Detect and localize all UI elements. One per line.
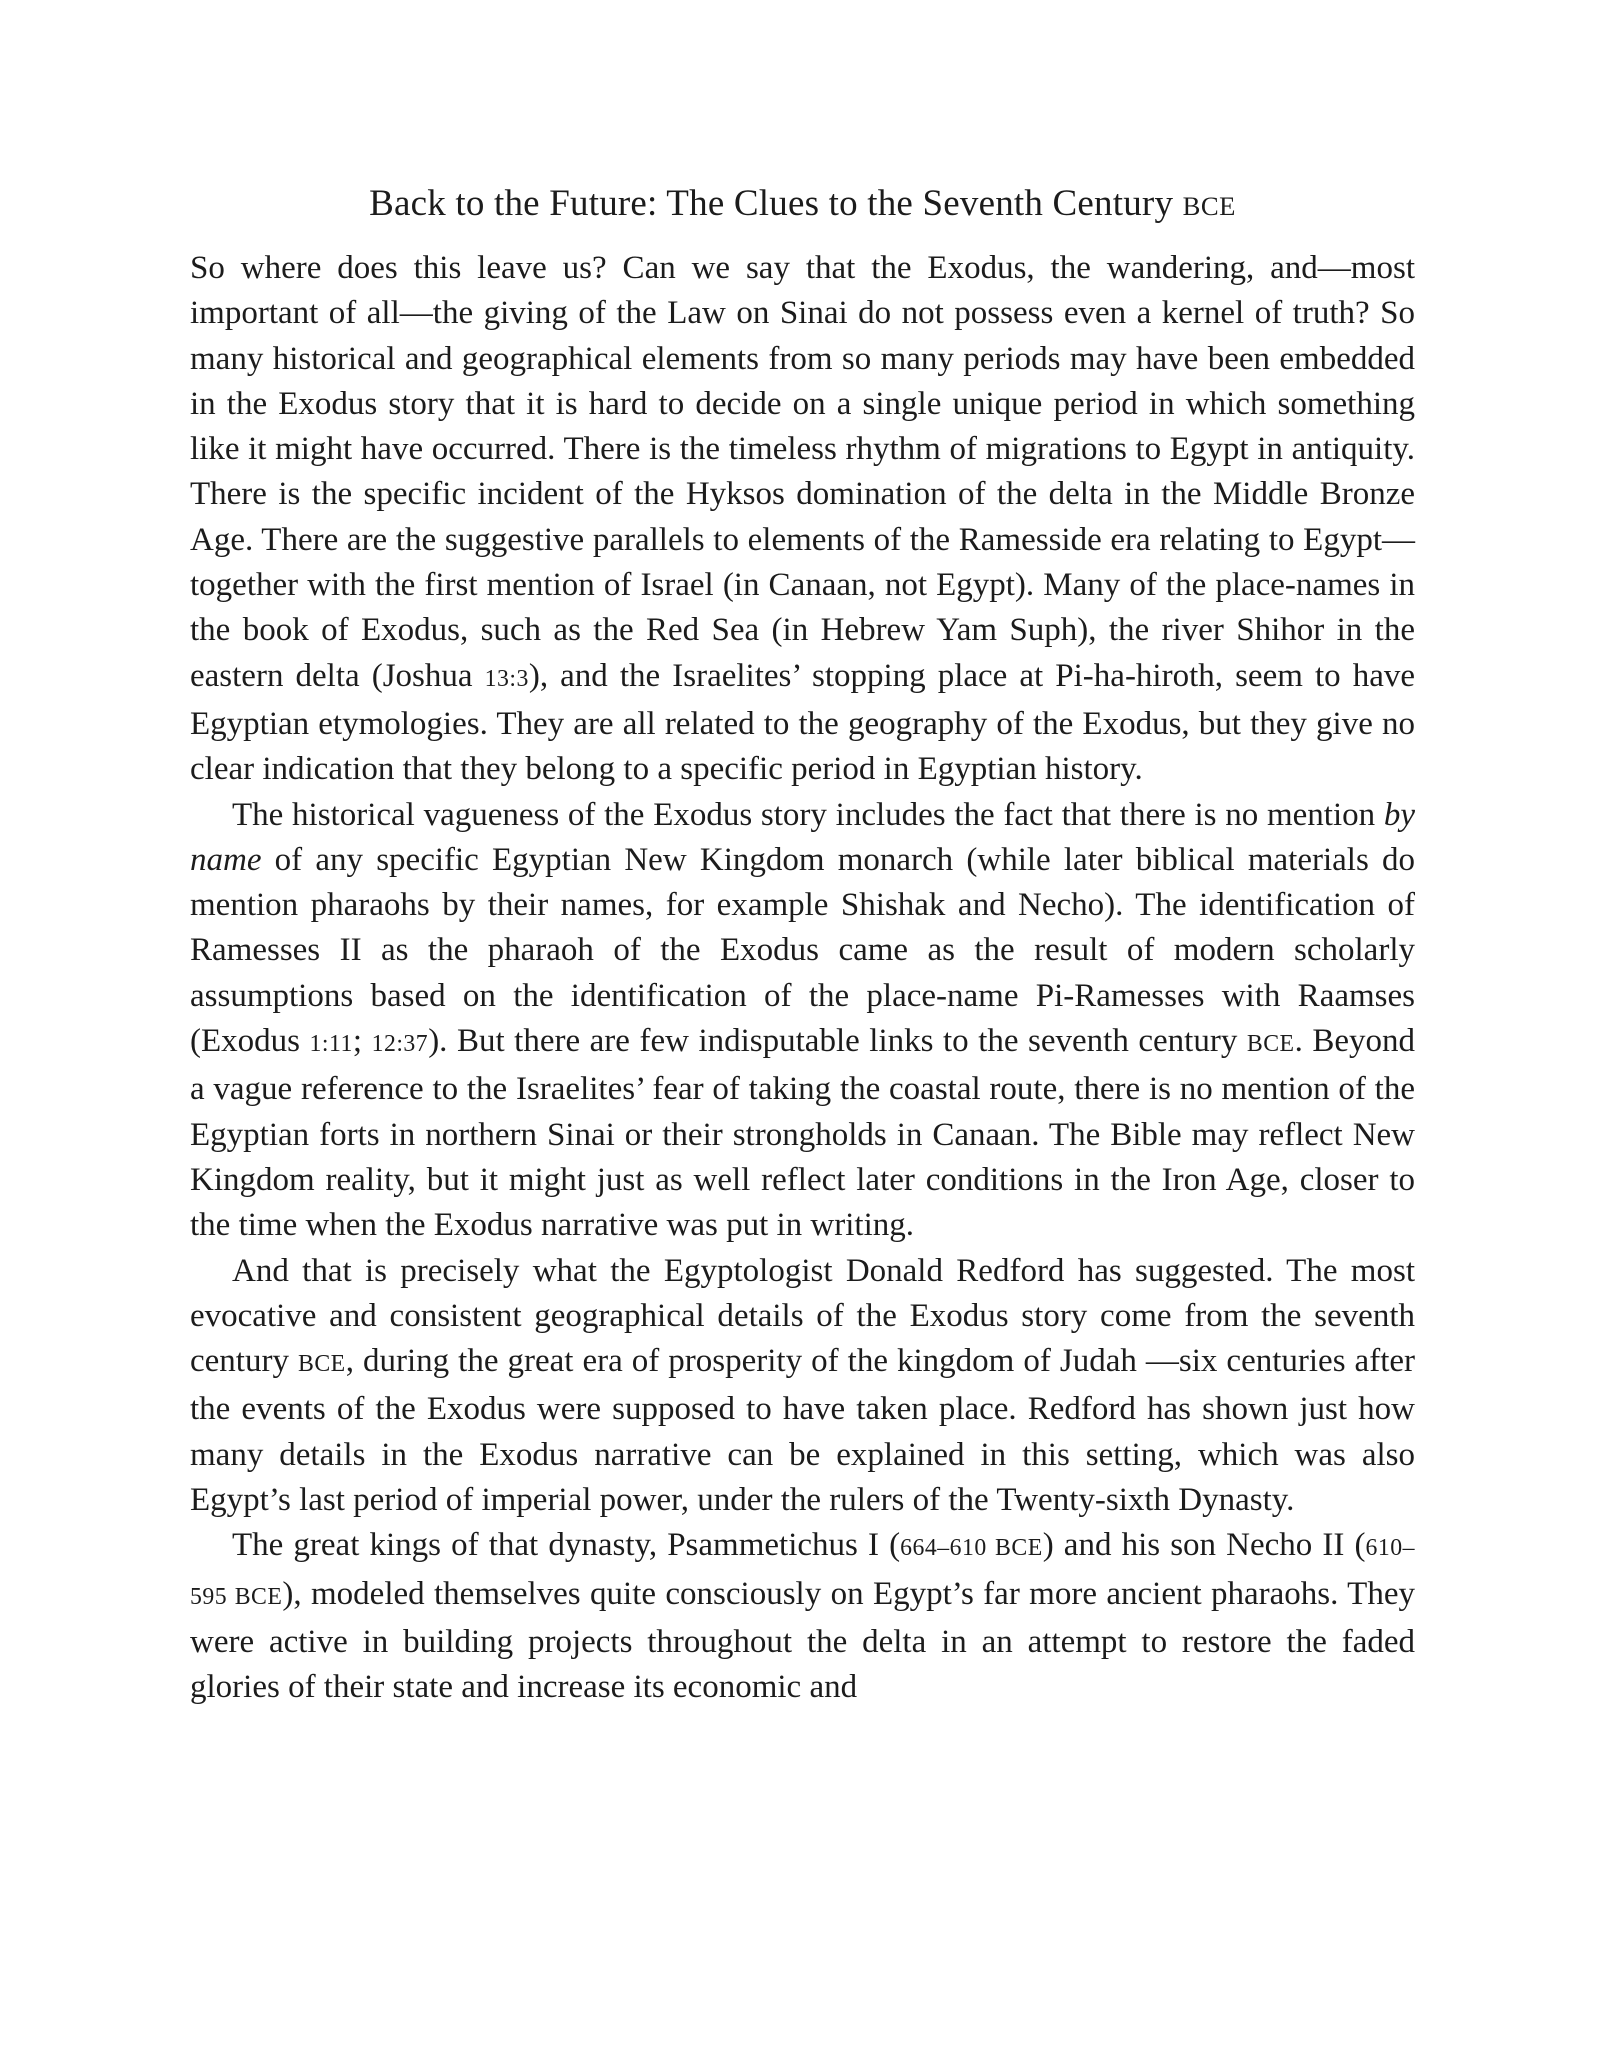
small-caps-text: BCE — [297, 1351, 346, 1378]
text-run: So where does this leave us? Can we say that the Exodus, the wandering, and—most important of all—the giving of the Law on Sinai do not possess even a kernel of truth? So many historical and geographical elements from so many periods may have been embedded in the Exodus story that it is hard to decide on a single unique period in which something like it might have occurred. There is the timeless rhythm of migrations to Egypt in antiquity. There is the specific incident of the Hyksos domination of the delta in the Middle Bronze Age. There are the suggestive parallels to elements of the Ramesside era relating to Egypt—together with the first mention of Israel (in Canaan, not Egypt). Many of the place-names in the book of Exodus, such as the Red Sea (in Hebrew Yam Suph), the river Shihor in the eastern delta (Joshua — [190, 250, 1415, 694]
small-caps-text: BCE — [1246, 1031, 1295, 1058]
document-page — [190, 178, 1415, 1711]
text-run: ). But there are few indisputable links to the seventh century — [428, 1023, 1247, 1060]
emphasis-text: by name — [190, 796, 1415, 878]
text-run: ), modeled themselves quite consciously on Egypt’s far more ancient pharaohs. They were active in building projects throughout the delta in an attempt to restore the faded glories of their state and increase its economic and — [190, 1575, 1415, 1706]
paragraph-4 — [190, 1523, 1415, 1710]
body-text — [190, 246, 1415, 1711]
text-run: ; — [352, 1023, 372, 1060]
text-run: , during the great era of prosperity of the kingdom of Judah —six centuries after the events of the Exodus were supposed to have taken place. Redford has shown just how many details in the Exodus narrative can be explained in this setting, which was also Egypt’s last period of imperial power, under the rulers of the Twenty-sixth Dynasty. — [190, 1343, 1415, 1519]
section-title-text: Back to the Future: The Clues to the Seventh Century — [369, 183, 1174, 224]
section-title-era: BCE — [1182, 191, 1236, 221]
section-heading — [190, 178, 1415, 232]
paragraph-2 — [190, 793, 1415, 1249]
text-run: The great kings of that dynasty, Psammetichus I ( — [232, 1527, 901, 1564]
paragraph-3 — [190, 1249, 1415, 1524]
small-caps-text: 13:3 — [484, 665, 529, 692]
text-run: And that is precisely what the Egyptologist Donald Redford has suggested. The most evocative and consistent geographical details of the Exodus story come from the seventh century — [190, 1252, 1415, 1380]
text-run: of any specific Egyptian New Kingdom monarch (while later biblical materials do mention pharaohs by their names, for example Shishak and Necho). The identification of Ramesses II as the pharaoh of the Exodus came as the result of modern scholarly assumptions based on the identification of the place-name Pi-Ramesses with Raamses (Exodus — [190, 841, 1415, 1060]
small-caps-text: 12:37 — [371, 1031, 429, 1058]
text-run: ), and the Israelites’ stopping place at Pi-ha-hiroth, seem to have Egyptian etymologies. They are all related to the geography of the Exodus, but they give no clear indication that they belong to a specific period in Egyptian history. — [190, 657, 1415, 788]
small-caps-text: 610–595 BCE — [190, 1535, 1415, 1610]
paragraph-1 — [190, 246, 1415, 793]
small-caps-text: 664–610 BCE — [900, 1535, 1043, 1562]
text-run: . Beyond a vague reference to the Israelites’ fear of taking the coastal route, there is no mention of the Egyptian forts in northern Sinai or their strongholds in Canaan. The Bible may reflect New Kingdom reality, but it might just as well reflect later conditions in the Iron Age, closer to the time when the Exodus narrative was put in writing. — [190, 1023, 1415, 1244]
text-run: ) and his son Necho II ( — [1042, 1527, 1366, 1564]
text-run: The historical vagueness of the Exodus story includes the fact that there is no mention — [232, 796, 1384, 833]
small-caps-text: 1:11 — [309, 1031, 353, 1058]
